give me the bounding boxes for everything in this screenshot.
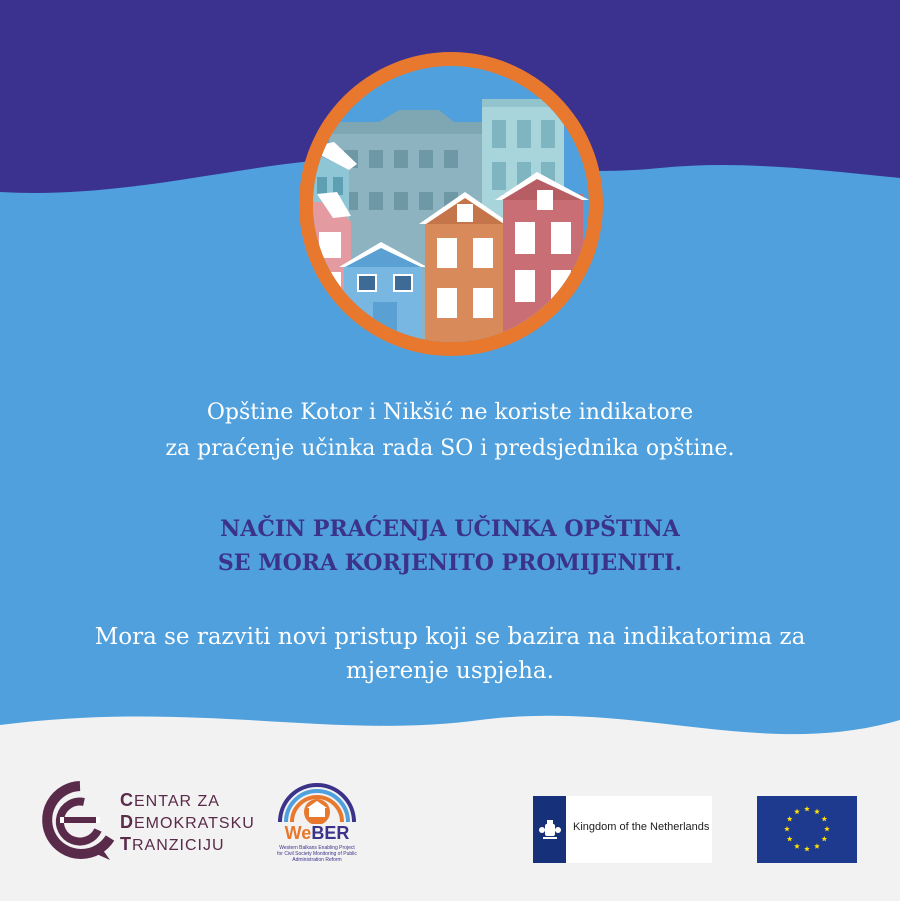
eu-flag-icon bbox=[757, 796, 857, 863]
headline-line-1: NAČIN PRAĆENJA UČINKA OPŠTINA bbox=[220, 516, 680, 542]
weber-logo bbox=[272, 772, 362, 868]
eu-star bbox=[814, 843, 820, 848]
eu-star bbox=[824, 826, 830, 831]
headline-text bbox=[0, 512, 900, 580]
eu-star bbox=[787, 816, 793, 821]
cdt-logo bbox=[40, 780, 255, 870]
eu-star bbox=[794, 843, 800, 848]
intro-line-2: za praćenje učinka rada SO i predsjednika opštine. bbox=[165, 436, 735, 461]
eu-star bbox=[821, 836, 827, 841]
intro-line-1: Opštine Kotor i Nikšić ne koriste indikatore bbox=[206, 400, 694, 425]
outro-line-1: Mora se razviti novi pristup koji se bazira na indikatorima za bbox=[94, 624, 806, 650]
weber-wordmark: WeBER bbox=[284, 823, 350, 843]
netherlands-label: Kingdom of the Netherlands bbox=[573, 821, 710, 833]
eu-star bbox=[804, 846, 810, 851]
cdt-emblem-icon bbox=[40, 780, 120, 870]
headline-line-2: SE MORA KORJENITO PROMIJENITI. bbox=[217, 550, 683, 576]
weber-arcs-icon bbox=[272, 772, 362, 824]
eu-star bbox=[794, 809, 800, 814]
netherlands-coat-of-arms-icon bbox=[537, 818, 563, 842]
eu-stars-icon bbox=[757, 796, 857, 863]
cdt-wordmark: CENTAR ZA DEMOKRATSKU TRANZICIJU bbox=[120, 790, 255, 854]
outro-text bbox=[0, 620, 900, 688]
eu-star bbox=[787, 836, 793, 841]
eu-star bbox=[804, 806, 810, 811]
eu-star bbox=[814, 809, 820, 814]
outro-line-2: mjerenje uspjeha. bbox=[346, 658, 554, 684]
weber-subtitle: Western Balkans Enabling Project for Civil Society Monitoring of Public Administration Reform bbox=[277, 845, 357, 863]
eu-star bbox=[784, 826, 790, 831]
intro-text bbox=[0, 395, 900, 467]
city-buildings-illustration bbox=[289, 52, 613, 356]
netherlands-logo bbox=[533, 796, 712, 863]
eu-star bbox=[821, 816, 827, 821]
